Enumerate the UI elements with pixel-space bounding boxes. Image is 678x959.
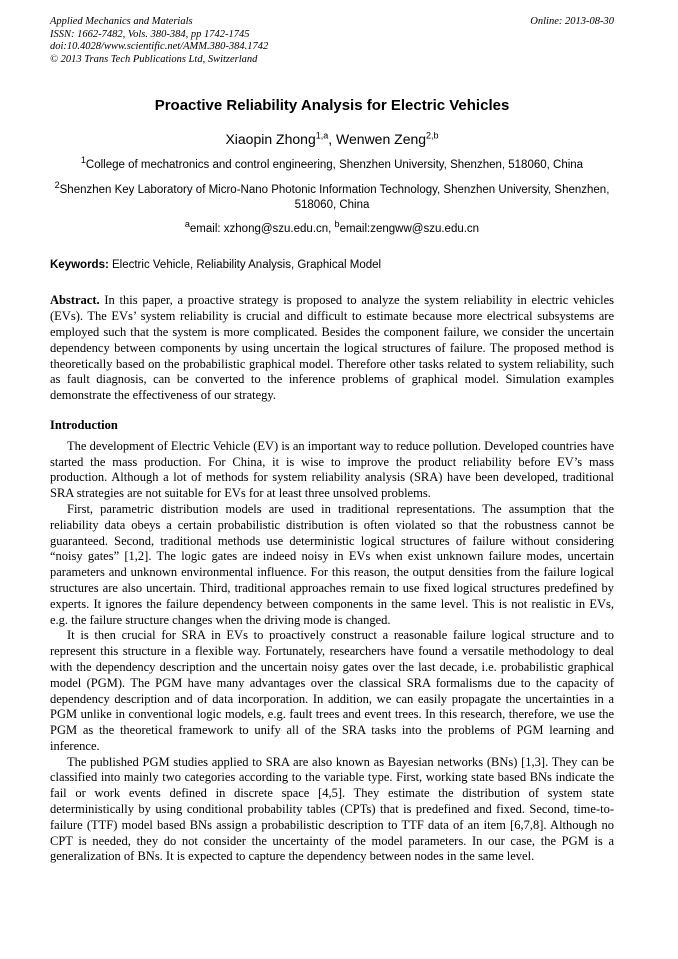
- online-date: Online: 2013-08-30: [530, 16, 614, 27]
- abstract-paragraph: [50, 293, 614, 404]
- author-2-superscript: 2,b: [426, 130, 439, 141]
- issn-line: ISSN: 1662-7482, Vols. 380-384, pp 1742-1745: [50, 28, 250, 40]
- affiliation-1-text: College of mechatronics and control engineering, Shenzhen University, Shenzhen, 518060, China: [85, 159, 584, 172]
- journal-name: Applied Mechanics and Materials: [50, 16, 193, 27]
- keywords-text: Electric Vehicle, Reliability Analysis, Graphical Model: [108, 259, 382, 272]
- email-a-superscript: a: [184, 219, 190, 230]
- section-heading-introduction: Introduction: [50, 417, 118, 432]
- keywords-line: [50, 258, 614, 272]
- email-line: [50, 219, 614, 237]
- email-a-text: email: xzhong@szu.edu.cn,: [189, 223, 335, 236]
- affiliation-1: [50, 155, 614, 173]
- affiliation-2-superscript: 2: [54, 180, 60, 191]
- intro-paragraph-4: The published PGM studies applied to SRA are also known as Bayesian networks (BNs) [1,3]. They can be classified into mainly two categories according to the variable type. First, working state based BNs indicate the fail or work events defined in discrete space [4,5]. They estimate the distribution of system state deterministically by using conditional probability tables (CPTs) that is predefined and fixed. Second, time-to-failure (TTF) model based BNs assign a probabilistic description to TTF data of an item [6,7,8]. Although no CPT is needed, they do not consider the uncertainty of the model parameters. In our case, the PGM is a generalization of BNs. It is expected to capture the dependency between nodes in the same level.: [50, 754, 614, 864]
- abstract-text: In this paper, a proactive strategy is proposed to analyze the system reliability in electric vehicles (EVs). The EVs’ system reliability is crucial and difficult to estimate because more electrical subsystems are employed such that the system is more complicated. Besides the component failure, we consider the uncertain dependency between components by using uncertain the logical structures of failure. The proposed method is theoretically based on the probabilistic graphical model. Therefore other tasks related to system reliability, such as fault diagnosis, can be converted to the inference problems of graphical model. Simulation examples demonstrate the effectiveness of our strategy.: [50, 293, 614, 403]
- intro-paragraph-1: The development of Electric Vehicle (EV) is an important way to reduce pollution. Developed countries have started the mass production. For China, it is wise to improve the product reliability before EV’s mass production. Although a lot of methods for system reliability analysis (SRA) have been developed, traditional SRA strategies are not suitable for EVs for at least three unsolved problems.: [50, 438, 614, 501]
- email-b-superscript: b: [334, 219, 340, 230]
- affiliation-2: [50, 180, 614, 213]
- journal-info-block: [50, 16, 268, 66]
- journal-header: [50, 16, 614, 66]
- email-b-text: email:zengww@szu.edu.cn: [339, 223, 480, 236]
- authors-line: [50, 131, 614, 148]
- affiliation-2-text: Shenzhen Key Laboratory of Micro-Nano Photonic Information Technology, Shenzhen University, Shenzhen, 518060, China: [59, 184, 610, 212]
- author-2-name: Wenwen Zeng: [336, 131, 427, 148]
- intro-paragraph-3: It is then crucial for SRA in EVs to proactively construct a reasonable failure logical structure and to represent this structure in a flexible way. Fortunately, researchers have found a versatile methodology to deal with the dependency description and the uncertain noisy gates over the last decade, i.e. probabilistic graphical model (PGM). The PGM have many advantages over the classical SRA formalisms due to the capacity of dependency description and of data incorporation. In addition, we can easily propagate the uncertainties in a PGM unlike in conventional logic models, e.g. fault trees and event trees. In this research, therefore, we use the PGM as the theoretical framework to unify all of the SRA tasks into the problems of PGM learning and inference.: [50, 628, 614, 753]
- author-1-superscript: 1,a: [315, 130, 329, 141]
- authors-separator: ,: [328, 131, 337, 148]
- intro-paragraph-2: First, parametric distribution models are used in traditional representations. The assumption that the reliability data obeys a certain probabilistic distribution is often violated so that the robustness cannot be guaranteed. Second, traditional methods use deterministic logical structures of failure without considering “noisy gates” [1,2]. The logic gates are indeed noisy in EVs when exist unknown failure modes, uncertain parameters and unknown environmental influence. For this reason, the output densities from the failure logical structures are also uncertain. Third, traditional approaches remain to use fixed logical structures predefined by experts. It ignores the failure dependency between components in the same level. This is not realistic in EVs, e.g. the failure structure changes when the driving mode is changed.: [50, 501, 614, 627]
- affiliation-1-superscript: 1: [80, 155, 86, 166]
- abstract-label: Abstract.: [50, 293, 100, 308]
- copyright-line: © 2013 Trans Tech Publications Ltd, Switzerland: [50, 53, 258, 65]
- author-1-name: Xiaopin Zhong: [225, 131, 316, 148]
- doi-line: doi:10.4028/www.scientific.net/AMM.380-384.1742: [50, 41, 269, 53]
- keywords-label: Keywords:: [50, 259, 109, 272]
- paper-title: Proactive Reliability Analysis for Electric Vehicles: [154, 97, 510, 115]
